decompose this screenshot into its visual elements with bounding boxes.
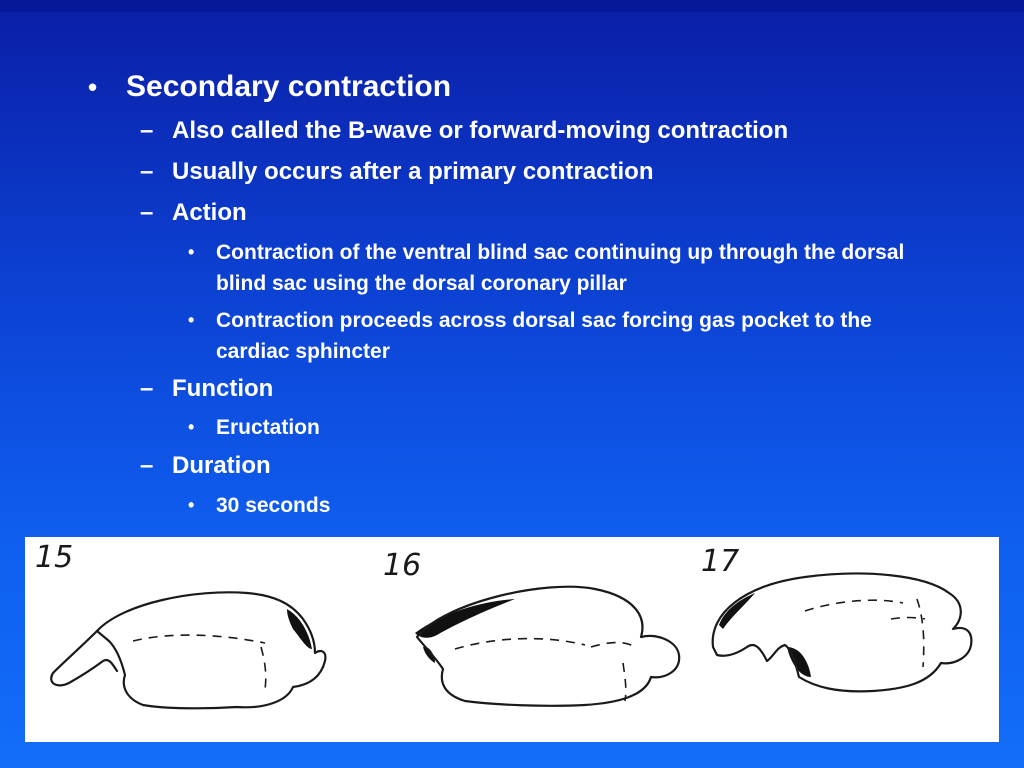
pillar-line [455,639,585,649]
drawing-label-17: 17 [701,544,740,579]
rumen-outline [97,592,325,708]
sub-item-text: 30 seconds [216,494,331,517]
bullet-icon: • [188,242,195,262]
sub-list-item [188,412,948,443]
pillar-line [917,599,924,667]
rumen-drawing-17 [701,544,971,691]
bullet-icon: • [188,417,195,437]
pillar-line [805,600,903,611]
pillar-line [591,643,635,648]
sub-item-text: Eructation [216,416,320,439]
rumen-drawings [25,537,999,742]
sub-list-item [188,237,948,299]
item-text: Duration [172,452,271,479]
rumen-drawing-15 [35,540,325,708]
drawing-label-15: 15 [35,540,74,575]
dash-icon: – [140,199,154,226]
rumen-drawing-16 [383,548,679,706]
rumen-outline [713,574,972,692]
heading-bullet [88,70,451,104]
bullet-icon: • [88,72,98,102]
rumen-contraction-figure [25,537,999,742]
sub-list-item [188,305,948,367]
dash-icon: – [140,158,154,185]
dash-icon: – [140,117,154,144]
item-text: Also called the B-wave or forward-moving contraction [172,117,789,144]
contraction-shade [415,599,515,638]
dash-icon: – [140,452,154,479]
list-item [140,375,273,403]
pillar-line [891,618,925,620]
bullet-icon: • [188,495,195,515]
list-item [140,158,654,186]
top-band [0,0,1024,12]
heading: Secondary contraction [126,70,452,103]
sub-item-text: Contraction proceeds across dorsal sac forcing gas pocket to the cardiac sphincter [216,309,872,363]
pillar-line [133,635,265,643]
list-item [140,117,788,145]
sub-list-item [188,490,948,521]
rumen-outline [417,587,679,706]
item-text: Action [172,199,247,226]
list-item [140,452,271,480]
sub-item-text: Contraction of the ventral blind sac continuing up through the dorsal blind sac using the dorsal coronary pillar [216,241,905,295]
pillar-line [623,663,626,701]
dash-icon: – [140,375,154,402]
list-item [140,199,247,227]
drawing-label-16: 16 [383,548,422,583]
item-text: Function [172,375,274,402]
bullet-icon: • [188,310,195,330]
pillar-line [261,647,266,689]
item-text: Usually occurs after a primary contraction [172,158,654,185]
